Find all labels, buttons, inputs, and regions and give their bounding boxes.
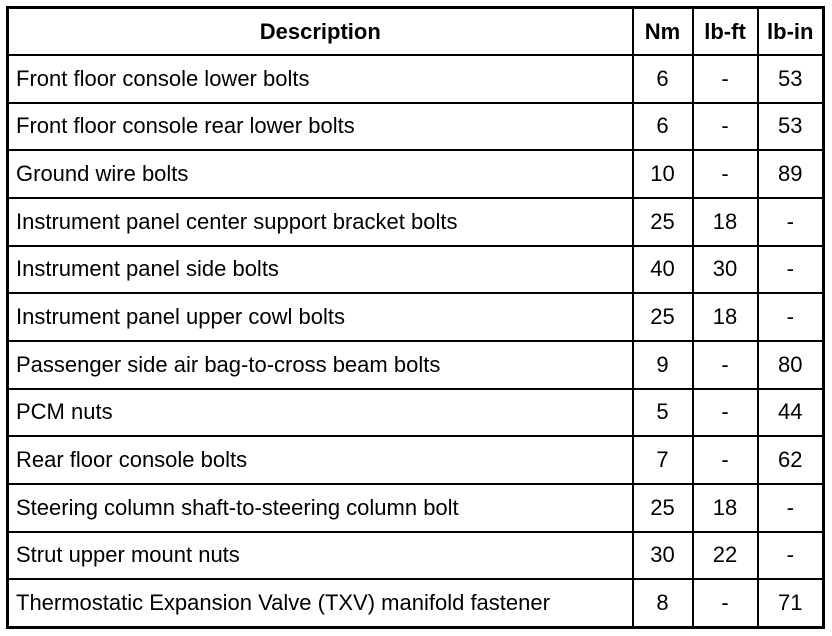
cell-lb-ft: 18 (693, 293, 758, 341)
cell-description: PCM nuts (8, 389, 633, 437)
cell-lb-in: 89 (758, 150, 824, 198)
cell-lb-ft: - (693, 341, 758, 389)
cell-nm: 5 (633, 389, 693, 437)
cell-nm: 7 (633, 436, 693, 484)
header-lb-ft: lb-ft (693, 8, 758, 56)
cell-nm: 9 (633, 341, 693, 389)
cell-lb-in: - (758, 246, 824, 294)
cell-lb-in: - (758, 293, 824, 341)
cell-lb-in: - (758, 532, 824, 580)
cell-description: Front floor console rear lower bolts (8, 103, 633, 151)
cell-lb-in: - (758, 484, 824, 532)
table-row (8, 198, 824, 246)
cell-lb-in: 62 (758, 436, 824, 484)
torque-specifications-table (6, 6, 825, 629)
cell-description: Rear floor console bolts (8, 436, 633, 484)
cell-nm: 30 (633, 532, 693, 580)
header-description: Description (8, 8, 633, 56)
table-header (8, 8, 824, 56)
table-row (8, 341, 824, 389)
cell-description: Front floor console lower bolts (8, 55, 633, 103)
table-row (8, 293, 824, 341)
table-row (8, 246, 824, 294)
cell-lb-ft: - (693, 150, 758, 198)
table-body (8, 55, 824, 628)
cell-nm: 6 (633, 103, 693, 151)
cell-lb-in: 71 (758, 579, 824, 627)
cell-lb-in: - (758, 198, 824, 246)
cell-nm: 25 (633, 198, 693, 246)
table-row (8, 579, 824, 627)
header-row (8, 8, 824, 56)
header-lb-in: lb-in (758, 8, 824, 56)
cell-nm: 40 (633, 246, 693, 294)
cell-nm: 10 (633, 150, 693, 198)
cell-lb-ft: - (693, 103, 758, 151)
cell-nm: 25 (633, 484, 693, 532)
cell-lb-in: 53 (758, 55, 824, 103)
cell-description: Strut upper mount nuts (8, 532, 633, 580)
cell-lb-ft: 22 (693, 532, 758, 580)
cell-lb-ft: 30 (693, 246, 758, 294)
header-nm: Nm (633, 8, 693, 56)
cell-lb-ft: 18 (693, 198, 758, 246)
cell-description: Ground wire bolts (8, 150, 633, 198)
cell-lb-ft: - (693, 389, 758, 437)
table-row (8, 436, 824, 484)
table-row (8, 389, 824, 437)
cell-description: Instrument panel upper cowl bolts (8, 293, 633, 341)
cell-description: Instrument panel side bolts (8, 246, 633, 294)
cell-lb-in: 80 (758, 341, 824, 389)
table-row (8, 484, 824, 532)
cell-description: Instrument panel center support bracket bolts (8, 198, 633, 246)
table-row (8, 150, 824, 198)
cell-nm: 8 (633, 579, 693, 627)
cell-lb-ft: - (693, 579, 758, 627)
cell-nm: 25 (633, 293, 693, 341)
cell-description: Passenger side air bag-to-cross beam bolts (8, 341, 633, 389)
cell-lb-in: 44 (758, 389, 824, 437)
cell-lb-in: 53 (758, 103, 824, 151)
cell-description: Thermostatic Expansion Valve (TXV) manifold fastener (8, 579, 633, 627)
cell-nm: 6 (633, 55, 693, 103)
table-row (8, 103, 824, 151)
table-row (8, 55, 824, 103)
cell-description: Steering column shaft-to-steering column bolt (8, 484, 633, 532)
cell-lb-ft: - (693, 55, 758, 103)
cell-lb-ft: - (693, 436, 758, 484)
table-row (8, 532, 824, 580)
cell-lb-ft: 18 (693, 484, 758, 532)
